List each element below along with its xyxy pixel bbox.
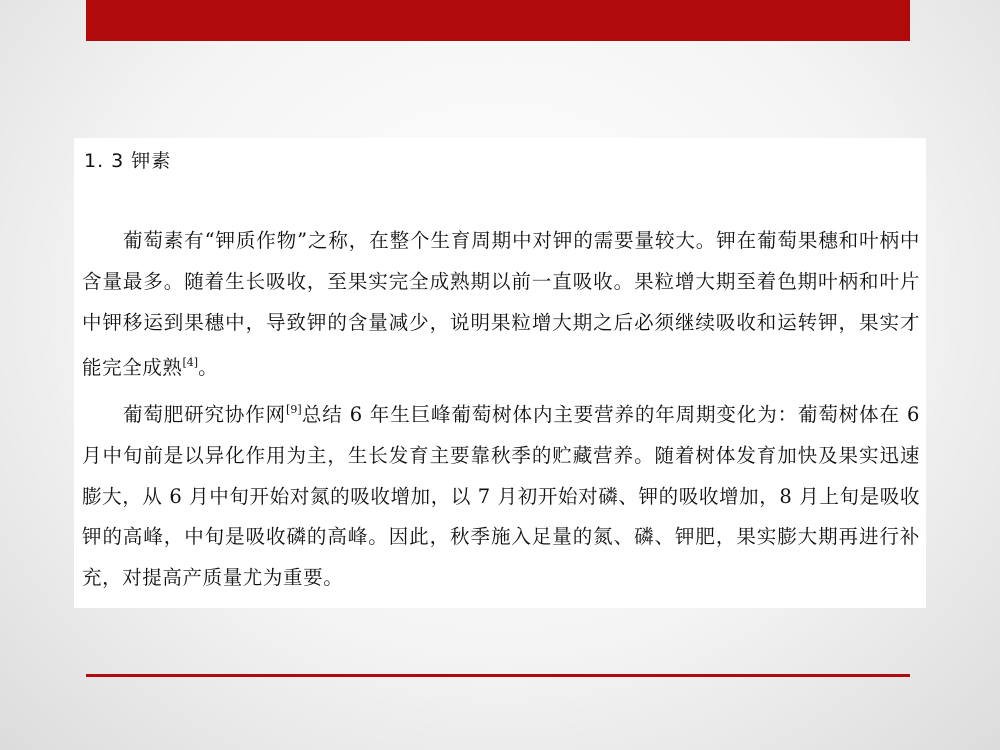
paragraph-1-text: 葡萄素有“钾质作物”之称，在整个生育周期中对钾的需要量较大。钾在葡萄果穗和叶柄中含量最多。随着生长吸收，至果实完全成熟期以前一直吸收。果粒增大期至着色期叶柄和叶片中钾移运到果穗中，导致钾的含量减少，说明果粒增大期之后必须继续吸收和运转钾，果实才能完全成熟 <box>82 229 920 380</box>
citation-9: [9] <box>286 403 302 416</box>
paragraph-1-tail: 。 <box>198 356 219 380</box>
bottom-accent-line <box>86 674 910 677</box>
paragraph-2-lead: 葡萄肥研究协作网 <box>122 403 287 426</box>
paragraph-2-text: 总结 6 年生巨峰葡萄树体内主要营养的年周期变化为：葡萄树体在 6 月中旬前是以异化作用为主，生长发育主要靠秋季的贮藏营养。随着树体发育加快及果实迅速膨大，从 6 月中旬开始对氮的吸收增加，以 7 月初开始对磷、钾的吸收增加，8 月上旬是吸收钾的高峰，中旬是吸收磷的高峰。因此，秋季施入足量的氮、磷、钾肥，果实膨大期再进行补充，对提高产质量尤为重要。 <box>82 403 920 590</box>
citation-4: [4] <box>182 356 199 370</box>
content-panel <box>74 138 926 608</box>
top-accent-bar <box>86 0 910 41</box>
section-heading: 1. 3 钾素 <box>84 150 172 172</box>
paragraph-potassium-demand <box>82 221 920 389</box>
paragraph-annual-nutrient-cycle <box>82 390 920 599</box>
